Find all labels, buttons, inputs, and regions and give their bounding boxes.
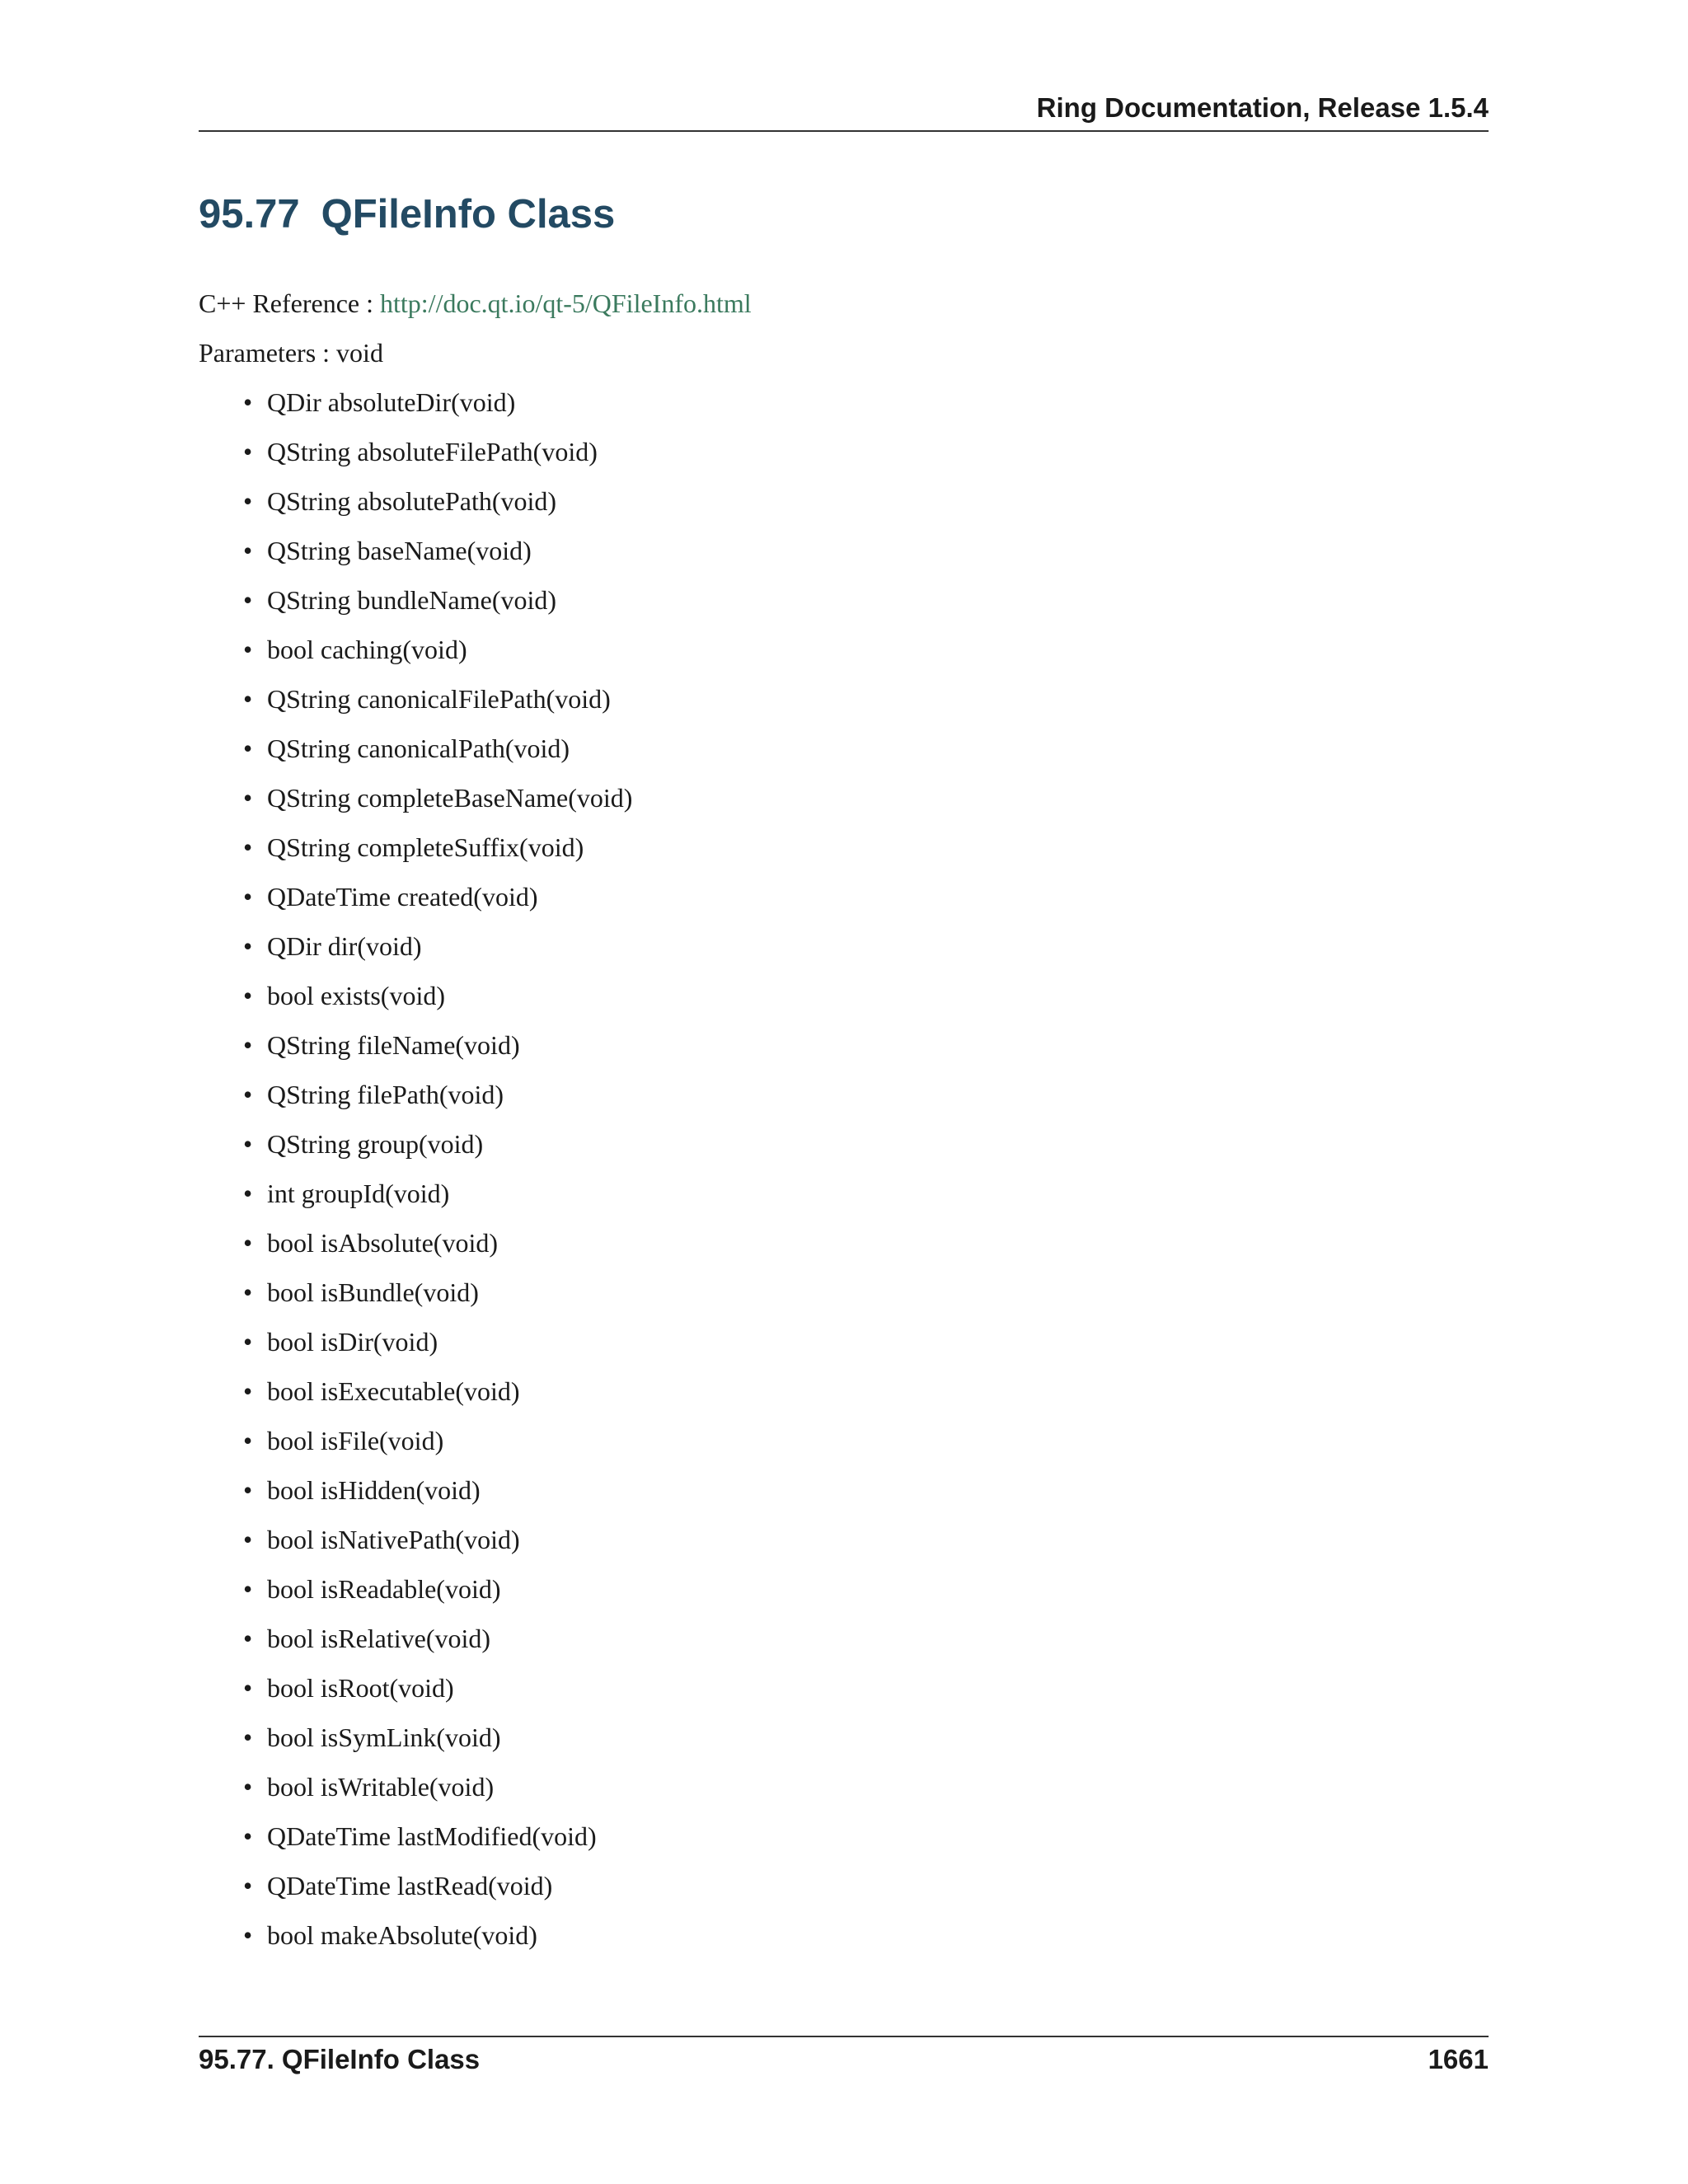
bullet-icon: • [243, 1673, 253, 1703]
method-signature: bool isHidden(void) [267, 1475, 481, 1505]
section-title: QFileInfo Class [321, 192, 616, 237]
method-signature: QString baseName(void) [267, 536, 532, 565]
bullet-icon: • [243, 1376, 253, 1406]
method-signature: QString group(void) [267, 1129, 484, 1159]
bullet-icon: • [243, 1179, 253, 1208]
method-signature: bool isFile(void) [267, 1426, 444, 1455]
method-signature: bool isNativePath(void) [267, 1525, 520, 1554]
method-signature: QString filePath(void) [267, 1080, 504, 1109]
bullet-icon: • [243, 1772, 253, 1802]
method-signature: bool isDir(void) [267, 1327, 438, 1357]
method-signature: bool isSymLink(void) [267, 1722, 501, 1752]
bullet-icon: • [243, 1574, 253, 1604]
bullet-icon: • [243, 1920, 253, 1950]
bullet-icon: • [243, 1475, 253, 1505]
method-signature: bool isExecutable(void) [267, 1376, 520, 1406]
bullet-icon: • [243, 733, 253, 763]
section-heading [199, 191, 615, 237]
section-number: 95.77 [199, 192, 300, 237]
bullet-icon: • [243, 1080, 253, 1109]
bullet-icon: • [243, 1821, 253, 1851]
bullet-icon: • [243, 437, 253, 466]
bullet-icon: • [243, 981, 253, 1010]
header-rule [199, 130, 1489, 132]
cpp-reference-link[interactable]: http://doc.qt.io/qt-5/QFileInfo.html [380, 288, 752, 318]
method-signature: QString absolutePath(void) [267, 486, 557, 516]
bullet-icon: • [243, 1030, 253, 1060]
method-signature: int groupId(void) [267, 1179, 450, 1208]
bullet-icon: • [243, 1624, 253, 1653]
method-signature: QString completeBaseName(void) [267, 783, 633, 813]
bullet-icon: • [243, 536, 253, 565]
bullet-icon: • [243, 832, 253, 862]
method-signature: bool exists(void) [267, 981, 445, 1010]
bullet-icon: • [243, 1277, 253, 1307]
method-signature: QString canonicalPath(void) [267, 733, 570, 763]
bullet-icon: • [243, 1327, 253, 1357]
bullet-icon: • [243, 882, 253, 912]
method-signature: QDateTime created(void) [267, 882, 538, 912]
parameters-line: Parameters : void [199, 338, 383, 368]
method-signature: bool isBundle(void) [267, 1277, 479, 1307]
method-signature: QString canonicalFilePath(void) [267, 684, 611, 714]
bullet-icon: • [243, 585, 253, 615]
bullet-icon: • [243, 635, 253, 664]
bullet-icon: • [243, 387, 253, 417]
method-signature: bool isReadable(void) [267, 1574, 501, 1604]
bullet-icon: • [243, 486, 253, 516]
bullet-icon: • [243, 1871, 253, 1900]
footer-rule [199, 2036, 1489, 2037]
page-number: 1661 [1428, 2044, 1489, 2074]
bullet-icon: • [243, 1525, 253, 1554]
method-signature: bool isRoot(void) [267, 1673, 454, 1703]
method-signature: QDir dir(void) [267, 931, 422, 961]
bullet-icon: • [243, 684, 253, 714]
bullet-icon: • [243, 931, 253, 961]
bullet-icon: • [243, 1228, 253, 1258]
bullet-icon: • [243, 783, 253, 813]
method-signature: QDir absoluteDir(void) [267, 387, 516, 417]
method-signature: bool isWritable(void) [267, 1772, 495, 1802]
running-header: Ring Documentation, Release 1.5.4 [1036, 92, 1489, 123]
method-signature: QString completeSuffix(void) [267, 832, 584, 862]
bullet-icon: • [243, 1129, 253, 1159]
footer-section-label: 95.77. QFileInfo Class [199, 2044, 481, 2074]
bullet-icon: • [243, 1426, 253, 1455]
method-signature: QString fileName(void) [267, 1030, 520, 1060]
method-signature: QDateTime lastRead(void) [267, 1871, 553, 1900]
method-signature: QDateTime lastModified(void) [267, 1821, 597, 1851]
cpp-reference-line [199, 287, 752, 320]
method-signature: bool isRelative(void) [267, 1624, 491, 1653]
method-signature: bool caching(void) [267, 635, 467, 664]
cpp-reference-label: C++ Reference : [199, 288, 380, 318]
method-signature: bool makeAbsolute(void) [267, 1920, 537, 1950]
method-signature: bool isAbsolute(void) [267, 1228, 498, 1258]
method-signature: QString bundleName(void) [267, 585, 557, 615]
method-signature: QString absoluteFilePath(void) [267, 437, 598, 466]
bullet-icon: • [243, 1722, 253, 1752]
